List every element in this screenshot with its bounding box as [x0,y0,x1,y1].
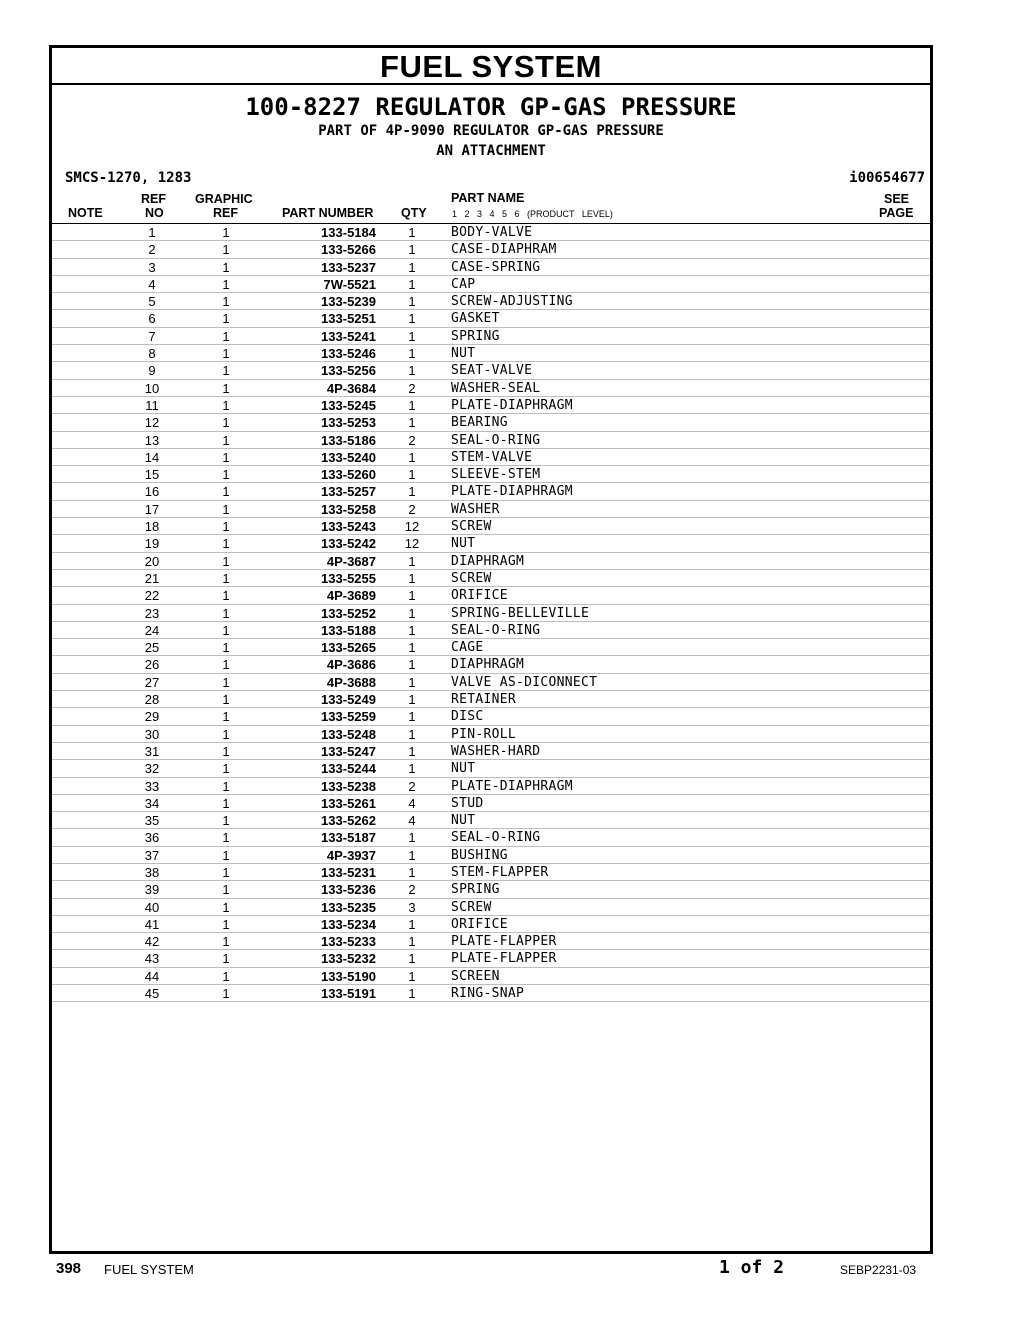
part-number-cell: 133-5239 [321,294,376,310]
ref-no-cell: 41 [144,916,160,932]
graphic-ref-cell: 1 [222,311,230,327]
parts-table-body [52,224,930,1002]
graphic-ref-cell: 1 [222,674,230,690]
table-row [52,760,930,777]
ref-no-cell: 2 [148,242,156,258]
part-number-cell: 133-5235 [321,899,376,915]
ref-no-cell: 34 [144,795,160,811]
qty-cell: 1 [408,864,416,880]
table-row [52,985,930,1002]
graphic-ref-cell: 1 [222,225,230,240]
ref-no-cell: 35 [144,813,160,829]
qty-cell: 1 [408,692,416,708]
part-name-cell: PLATE-FLAPPER [451,934,557,950]
part-number-cell: 133-5232 [321,951,376,967]
graphic-ref-cell: 1 [222,709,230,725]
graphic-ref-cell: 1 [222,484,230,500]
part-name-cell: PLATE-DIAPHRAGM [451,484,573,500]
table-row [52,605,930,622]
ref-no-cell: 16 [144,484,160,500]
graphic-ref-cell: 1 [222,519,230,535]
part-number-cell: 133-5251 [321,311,376,327]
ref-no-cell: 22 [144,588,160,604]
graphic-ref-cell: 1 [222,449,230,465]
graphic-ref-cell: 1 [222,380,230,396]
table-row [52,276,930,293]
ref-no-cell: 37 [144,847,160,863]
footer-section-name: FUEL SYSTEM [104,1262,194,1277]
part-number-cell: 133-5243 [321,519,376,535]
qty-cell: 1 [408,311,416,327]
graphic-ref-cell: 1 [222,415,230,431]
part-number-cell: 4P-3684 [326,380,376,396]
footer-sheet-indicator: 1 of 2 [719,1257,785,1278]
qty-cell: 1 [408,570,416,586]
part-name-cell: SEAL-O-RING [451,830,541,846]
part-number-cell: 7W-5521 [323,276,376,292]
table-row [52,259,930,276]
part-name-cell: SCREW [451,519,492,535]
subtitle-attachment: AN ATTACHMENT [436,143,546,159]
qty-cell: 1 [408,726,416,742]
table-row [52,639,930,656]
qty-cell: 1 [408,276,416,292]
part-number-cell: 133-5257 [321,484,376,500]
graphic-ref-cell: 1 [222,622,230,638]
part-name-cell: BODY-VALVE [451,225,533,240]
qty-cell: 1 [408,467,416,483]
table-row [52,345,930,362]
qty-cell: 1 [408,294,416,310]
part-name-cell: DIAPHRAGM [451,553,525,569]
graphic-ref-cell: 1 [222,397,230,413]
part-number-cell: 133-5266 [321,242,376,258]
qty-cell: 1 [408,847,416,863]
graphic-ref-cell: 1 [222,882,230,898]
part-name-cell: SPRING [451,328,500,344]
ref-no-cell: 6 [148,311,156,327]
qty-cell: 1 [408,259,416,275]
graphic-ref-cell: 1 [222,778,230,794]
qty-cell: 1 [408,986,416,1002]
graphic-ref-cell: 1 [222,259,230,275]
part-number-cell: 133-5241 [321,328,376,344]
part-name-cell: PLATE-DIAPHRAGM [451,397,573,413]
ref-no-cell: 12 [144,415,160,431]
table-row [52,587,930,604]
header-product-level: 1 2 3 4 5 6 (PRODUCT LEVEL) [452,209,613,219]
graphic-ref-cell: 1 [222,328,230,344]
column-headers [52,189,930,224]
part-name-cell: CASE-DIAPHRAM [451,242,557,258]
qty-cell: 1 [408,916,416,932]
part-number-cell: 133-5245 [321,397,376,413]
ref-no-cell: 18 [144,519,160,535]
part-name-cell: STEM-VALVE [451,449,533,465]
ref-no-cell: 9 [148,363,156,379]
part-name-cell: STUD [451,795,484,811]
part-number-cell: 133-5246 [321,346,376,362]
part-name-cell: CAGE [451,640,484,656]
ref-no-cell: 11 [145,397,159,413]
part-name-cell: WASHER-SEAL [451,380,541,396]
part-number-cell: 133-5186 [321,432,376,448]
part-name-cell: SEAL-O-RING [451,432,541,448]
table-row [52,899,930,916]
graphic-ref-cell: 1 [222,640,230,656]
table-row [52,847,930,864]
ref-no-cell: 26 [144,657,160,673]
part-name-cell: SEAL-O-RING [451,622,541,638]
part-number-cell: 133-5244 [321,761,376,777]
table-row [52,310,930,327]
header-ref-1: REF [141,192,166,206]
table-row [52,224,930,241]
ref-no-cell: 4 [148,276,156,292]
part-name-cell: PLATE-DIAPHRAGM [451,778,573,794]
ref-no-cell: 10 [144,380,160,396]
qty-cell: 1 [408,328,416,344]
table-row [52,708,930,725]
qty-cell: 1 [408,242,416,258]
ref-no-cell: 43 [144,951,160,967]
table-row [52,795,930,812]
graphic-ref-cell: 1 [222,986,230,1002]
graphic-ref-cell: 1 [222,743,230,759]
part-name-cell: BUSHING [451,847,508,863]
qty-cell: 2 [408,432,416,448]
ref-no-cell: 19 [144,536,160,552]
ref-no-cell: 42 [144,934,160,950]
qty-cell: 2 [408,778,416,794]
graphic-ref-cell: 1 [222,432,230,448]
part-name-cell: CAP [451,276,476,292]
graphic-ref-cell: 1 [222,830,230,846]
qty-cell: 1 [408,830,416,846]
qty-cell: 1 [408,415,416,431]
qty-cell: 1 [408,449,416,465]
ref-no-cell: 23 [144,605,160,621]
graphic-ref-cell: 1 [222,847,230,863]
header-graphic-1: GRAPHIC [195,192,253,206]
qty-cell: 12 [404,519,420,535]
part-name-cell: NUT [451,761,476,777]
part-number-cell: 133-5249 [321,692,376,708]
table-row [52,293,930,310]
ref-no-cell: 36 [144,830,160,846]
part-number-cell: 133-5237 [321,259,376,275]
section-title: FUEL SYSTEM [52,48,930,85]
ref-no-cell: 27 [144,674,160,690]
group-title: 100-8227 REGULATOR GP-GAS PRESSURE [245,93,737,121]
ref-no-cell: 40 [144,899,160,915]
part-number-cell: 133-5253 [321,415,376,431]
qty-cell: 1 [408,657,416,673]
qty-cell: 1 [408,934,416,950]
part-number-cell: 133-5190 [321,968,376,984]
graphic-ref-cell: 1 [222,795,230,811]
smcs-code: SMCS-1270, 1283 [65,170,192,186]
table-row [52,622,930,639]
ref-no-cell: 20 [144,553,160,569]
table-row [52,778,930,795]
ref-no-cell: 28 [144,692,160,708]
qty-cell: 1 [408,743,416,759]
table-row [52,933,930,950]
graphic-ref-cell: 1 [222,605,230,621]
graphic-ref-cell: 1 [222,536,230,552]
table-row [52,380,930,397]
part-name-cell: DISC [451,709,484,725]
header-ref-2: NO [145,206,164,220]
part-name-cell: RETAINER [451,692,517,708]
table-row [52,881,930,898]
part-name-cell: ORIFICE [451,916,508,932]
qty-cell: 12 [404,536,420,552]
part-name-cell: SCREEN [451,968,500,984]
part-number-cell: 133-5238 [321,778,376,794]
qty-cell: 1 [408,225,416,240]
table-row [52,950,930,967]
part-number-cell: 133-5188 [321,622,376,638]
part-name-cell: STEM-FLAPPER [451,864,549,880]
table-row [52,916,930,933]
graphic-ref-cell: 1 [222,899,230,915]
table-row [52,483,930,500]
part-number-cell: 133-5261 [321,795,376,811]
part-name-cell: WASHER-HARD [451,743,541,759]
part-number-cell: 133-5260 [321,467,376,483]
ref-no-cell: 38 [144,864,160,880]
table-row [52,968,930,985]
ref-no-cell: 31 [144,743,160,759]
header-qty: QTY [401,206,427,220]
ref-no-cell: 24 [144,622,160,638]
qty-cell: 1 [408,968,416,984]
table-row [52,501,930,518]
qty-cell: 1 [408,553,416,569]
part-number-cell: 133-5233 [321,934,376,950]
part-number-cell: 133-5259 [321,709,376,725]
table-row [52,362,930,379]
qty-cell: 1 [408,674,416,690]
part-name-cell: SPRING-BELLEVILLE [451,605,590,621]
table-row [52,829,930,846]
part-number-cell: 133-5258 [321,501,376,517]
part-name-cell: SCREW [451,899,492,915]
parts-list-frame [49,45,933,1254]
table-row [52,691,930,708]
graphic-ref-cell: 1 [222,363,230,379]
qty-cell: 1 [408,951,416,967]
ref-no-cell: 39 [144,882,160,898]
part-name-cell: GASKET [451,311,500,327]
part-number-cell: 133-5187 [321,830,376,846]
qty-cell: 1 [408,761,416,777]
header-graphic-2: REF [213,206,238,220]
table-row [52,743,930,760]
qty-cell: 1 [408,346,416,362]
qty-cell: 1 [408,622,416,638]
ref-no-cell: 13 [144,432,160,448]
graphic-ref-cell: 1 [222,692,230,708]
part-number-cell: 133-5234 [321,916,376,932]
part-number-cell: 133-5265 [321,640,376,656]
part-name-cell: NUT [451,346,476,362]
header-see-2: PAGE [879,206,914,220]
part-number-cell: 4P-3689 [326,588,376,604]
header-see-1: SEE [884,192,910,206]
qty-cell: 1 [408,397,416,413]
part-number-cell: 4P-3686 [326,657,376,673]
part-name-cell: NUT [451,536,476,552]
table-row [52,466,930,483]
part-number-cell: 133-5252 [321,605,376,621]
table-row [52,726,930,743]
graphic-ref-cell: 1 [222,934,230,950]
qty-cell: 4 [408,795,416,811]
graphic-ref-cell: 1 [222,276,230,292]
part-name-cell: VALVE AS-DICONNECT [451,674,598,690]
part-name-cell: SPRING [451,882,500,898]
part-name-cell: CASE-SPRING [451,259,541,275]
part-number-cell: 133-5236 [321,882,376,898]
qty-cell: 2 [408,380,416,396]
part-name-cell: SCREW-ADJUSTING [451,294,573,310]
subtitle-part-of: PART OF 4P-9090 REGULATOR GP-GAS PRESSURE [318,123,664,139]
table-row [52,535,930,552]
meta-row [52,167,930,189]
qty-cell: 1 [408,588,416,604]
table-row [52,656,930,673]
ref-no-cell: 33 [144,778,160,794]
table-row [52,570,930,587]
graphic-ref-cell: 1 [222,346,230,362]
table-row [52,449,930,466]
table-row [52,674,930,691]
graphic-ref-cell: 1 [222,588,230,604]
ref-no-cell: 25 [144,640,160,656]
ref-no-cell: 7 [148,328,156,344]
graphic-ref-cell: 1 [222,864,230,880]
table-row [52,241,930,258]
header-note: NOTE [68,206,103,220]
qty-cell: 2 [408,501,416,517]
table-row [52,864,930,881]
part-number-cell: 133-5248 [321,726,376,742]
graphic-ref-cell: 1 [222,916,230,932]
part-number-cell: 133-5184 [321,225,376,240]
header-part-name: PART NAME [451,191,525,205]
illustration-id: i00654677 [849,170,925,186]
part-name-cell: BEARING [451,415,508,431]
graphic-ref-cell: 1 [222,242,230,258]
ref-no-cell: 32 [144,761,160,777]
part-name-cell: DIAPHRAGM [451,657,525,673]
table-row [52,414,930,431]
graphic-ref-cell: 1 [222,501,230,517]
part-name-cell: ORIFICE [451,588,508,604]
ref-no-cell: 17 [144,501,160,517]
table-row [52,553,930,570]
graphic-ref-cell: 1 [222,657,230,673]
ref-no-cell: 5 [148,294,156,310]
part-number-cell: 133-5255 [321,570,376,586]
footer-document-id: SEBP2231-03 [840,1263,917,1277]
part-name-cell: SLEEVE-STEM [451,467,541,483]
header-part-number: PART NUMBER [282,206,374,220]
ref-no-cell: 21 [144,570,160,586]
part-name-cell: SCREW [451,570,492,586]
part-number-cell: 133-5256 [321,363,376,379]
part-number-cell: 133-5240 [321,449,376,465]
ref-no-cell: 45 [144,986,160,1002]
ref-no-cell: 15 [144,467,160,483]
table-row [52,432,930,449]
part-name-cell: SEAT-VALVE [451,363,533,379]
ref-no-cell: 44 [144,968,160,984]
graphic-ref-cell: 1 [222,726,230,742]
qty-cell: 1 [408,640,416,656]
table-row [52,812,930,829]
table-row [52,397,930,414]
part-number-cell: 133-5247 [321,743,376,759]
ref-no-cell: 1 [148,225,156,240]
part-number-cell: 4P-3687 [326,553,376,569]
qty-cell: 2 [408,882,416,898]
qty-cell: 1 [408,363,416,379]
graphic-ref-cell: 1 [222,553,230,569]
part-number-cell: 4P-3688 [326,674,376,690]
part-number-cell: 133-5262 [321,813,376,829]
graphic-ref-cell: 1 [222,761,230,777]
part-name-cell: PIN-ROLL [451,726,517,742]
part-name-cell: WASHER [451,501,500,517]
part-number-cell: 133-5191 [321,986,376,1002]
graphic-ref-cell: 1 [222,467,230,483]
qty-cell: 3 [408,899,416,915]
ref-no-cell: 8 [148,346,156,362]
part-number-cell: 4P-3937 [326,847,376,863]
qty-cell: 4 [408,813,416,829]
ref-no-cell: 29 [144,709,160,725]
qty-cell: 1 [408,605,416,621]
part-name-cell: RING-SNAP [451,986,525,1002]
ref-no-cell: 30 [144,726,160,742]
qty-cell: 1 [408,709,416,725]
graphic-ref-cell: 1 [222,813,230,829]
graphic-ref-cell: 1 [222,951,230,967]
ref-no-cell: 14 [144,449,160,465]
qty-cell: 1 [408,484,416,500]
table-row [52,518,930,535]
part-number-cell: 133-5231 [321,864,376,880]
graphic-ref-cell: 1 [222,968,230,984]
footer-page-number: 398 [56,1260,82,1277]
table-row [52,328,930,345]
ref-no-cell: 3 [148,259,156,275]
graphic-ref-cell: 1 [222,294,230,310]
part-name-cell: PLATE-FLAPPER [451,951,557,967]
part-number-cell: 133-5242 [321,536,376,552]
part-name-cell: NUT [451,813,476,829]
graphic-ref-cell: 1 [222,570,230,586]
